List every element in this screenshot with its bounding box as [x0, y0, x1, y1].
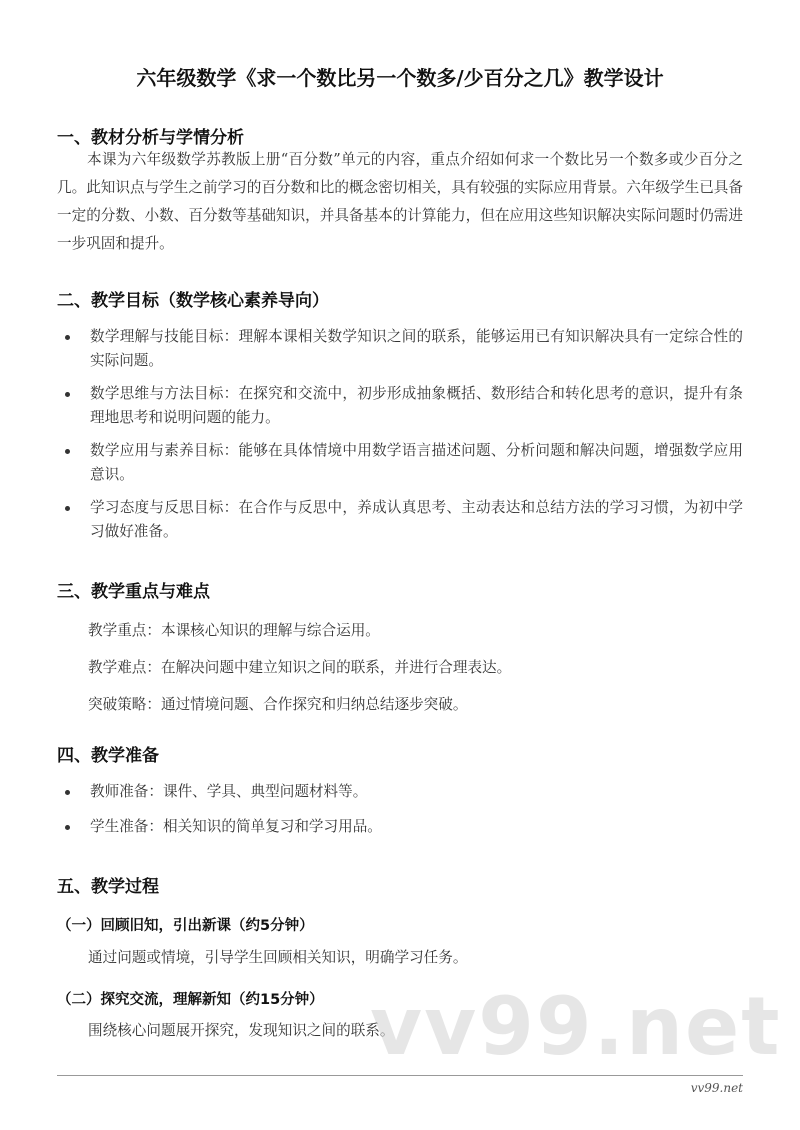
- section-heading-process: 五、教学过程: [57, 877, 159, 897]
- key-point-line: 教学重点：本课核心知识的理解与综合运用。: [88, 622, 380, 639]
- strategy-line: 突破策略：通过情境问题、合作探究和归纳总结逐步突破。: [88, 696, 468, 713]
- section-heading-analysis: 一、教材分析与学情分析: [57, 128, 244, 148]
- preparation-list: [62, 780, 743, 848]
- section-heading-objectives: 二、教学目标（数学核心素养导向）: [57, 291, 329, 311]
- explore-text: 围绕核心问题展开探究，发现知识之间的联系。: [88, 1022, 395, 1039]
- watermark: vv99.net: [370, 980, 782, 1073]
- list-item: 教师准备：课件、学具、典型问题材料等。: [62, 780, 743, 804]
- analysis-paragraph: 本课为六年级数学苏教版上册“百分数”单元的内容，重点介绍如何求一个数比另一个数多或少百分之几。此知识点与学生之前学习的百分数和比的概念密切相关，具有较强的实际应用背景。六年级学生已具备一定的分数、小数、百分数等基础知识，并具备基本的计算能力，但在应用这些知识解决实际问题时仍需进一步巩固和提升。: [57, 151, 743, 252]
- section-heading-preparation: 四、教学准备: [57, 746, 159, 766]
- difficulty-line: 教学难点：在解决问题中建立知识之间的联系，并进行合理表达。: [88, 659, 512, 676]
- list-item: 数学思维与方法目标：在探究和交流中，初步形成抽象概括、数形结合和转化思考的意识，提升有条理地思考和说明问题的能力。: [62, 382, 743, 430]
- list-item: 数学应用与素养目标：能够在具体情境中用数学语言描述问题、分析问题和解决问题，增强数学应用意识。: [62, 439, 743, 487]
- footer-site: vv99.net: [690, 1081, 743, 1095]
- subsection-heading-explore: （二）探究交流，理解新知（约15分钟）: [57, 992, 324, 1008]
- review-text: 通过问题或情境，引导学生回顾相关知识，明确学习任务。: [88, 949, 468, 966]
- list-item: 学生准备：相关知识的简单复习和学习用品。: [62, 815, 743, 839]
- section-heading-key-points: 三、教学重点与难点: [57, 582, 210, 602]
- footer-divider: [57, 1075, 743, 1076]
- document-title: 六年级数学《求一个数比另一个数多/少百分之几》教学设计: [136, 66, 664, 90]
- objectives-list: [62, 325, 743, 553]
- subsection-heading-review: （一）回顾旧知，引出新课（约5分钟）: [57, 918, 314, 934]
- list-item: 数学理解与技能目标：理解本课相关数学知识之间的联系，能够运用已有知识解决具有一定综合性的实际问题。: [62, 325, 743, 373]
- list-item: 学习态度与反思目标：在合作与反思中，养成认真思考、主动表达和总结方法的学习习惯，为初中学习做好准备。: [62, 496, 743, 544]
